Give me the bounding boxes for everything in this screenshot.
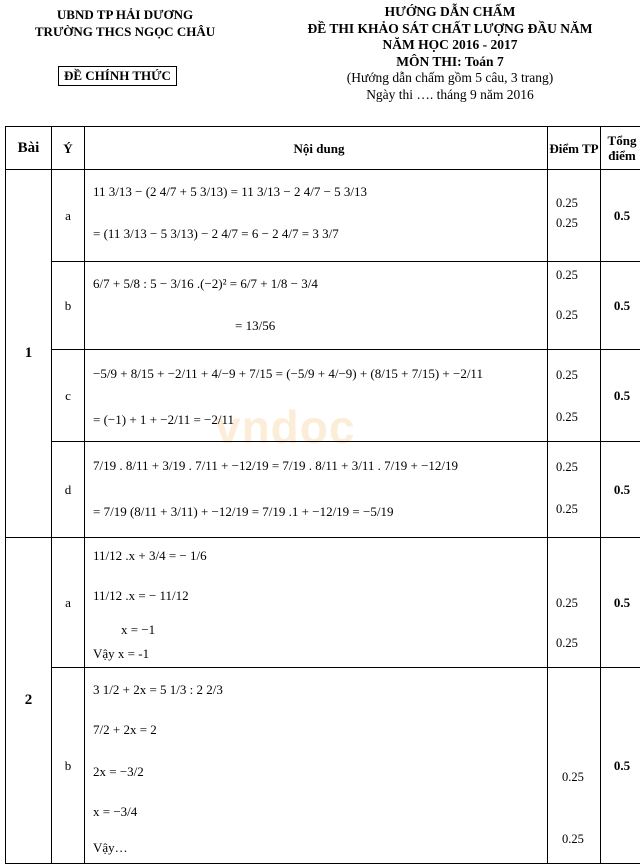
y-label: a <box>52 170 85 262</box>
content-line: = (11 3/13 − 5 3/13) − 2 4/7 = 6 − 2 4/7 = 3 3/7 <box>93 226 339 241</box>
exam-header <box>280 4 620 103</box>
score-value: 0.25 <box>562 832 584 846</box>
score-value: 0.25 <box>556 596 578 610</box>
content-line: 7/19 . 8/11 + 3/19 . 7/11 + −12/19 = 7/19 . 8/11 + 3/11 . 7/19 + −12/19 <box>93 458 459 473</box>
content-line: = 13/56 <box>235 318 276 333</box>
content-line: x = −3/4 <box>93 804 138 819</box>
col-bai: Bài <box>6 127 52 170</box>
total-score: 0.5 <box>601 538 640 668</box>
total-score: 0.5 <box>601 668 640 864</box>
content-line: = 7/19 (8/11 + 3/11) + −12/19 = 7/19 .1 + −12/19 = −5/19 <box>93 504 394 519</box>
y-label: d <box>52 442 85 538</box>
content-line: −5/9 + 8/15 + −2/11 + 4/−9 + 7/15 = (−5/9 + 4/−9) + (8/15 + 7/15) + −2/11 <box>93 366 483 381</box>
score-value: 0.25 <box>562 770 584 784</box>
table-row <box>6 170 640 262</box>
content-cell <box>85 538 548 668</box>
score-value: 0.25 <box>556 460 578 474</box>
score-value: 0.25 <box>556 636 578 650</box>
col-noidung: Nội dung <box>85 127 548 170</box>
content-cell <box>85 442 548 538</box>
score-value: 0.25 <box>556 502 578 516</box>
official-label: ĐỀ CHÍNH THỨC <box>58 66 177 86</box>
score-cell <box>548 668 601 864</box>
score-cell <box>548 170 601 262</box>
total-score: 0.5 <box>601 170 640 262</box>
content-line: = (−1) + 1 + −2/11 = −2/11 <box>93 412 234 427</box>
table-row <box>6 538 640 668</box>
y-label: b <box>52 668 85 864</box>
page-info: (Hướng dẫn chấm gồm 5 câu, 3 trang) <box>346 70 554 85</box>
score-value: 0.25 <box>556 410 578 424</box>
school-header <box>0 6 250 40</box>
school-name: TRƯỜNG THCS NGỌC CHÂU <box>34 24 216 39</box>
y-label: a <box>52 538 85 668</box>
score-cell <box>548 442 601 538</box>
total-score: 0.5 <box>601 350 640 442</box>
content-cell <box>85 170 548 262</box>
col-diemtp: Điểm TP <box>548 127 601 170</box>
content-cell <box>85 350 548 442</box>
content-cell <box>85 262 548 350</box>
y-label: c <box>52 350 85 442</box>
exam-date: Ngày thi …. tháng 9 năm 2016 <box>366 86 534 102</box>
total-score: 0.5 <box>601 442 640 538</box>
table-row <box>6 668 640 864</box>
grading-table <box>5 126 640 864</box>
district-name: UBND TP HẢI DƯƠNG <box>56 7 194 22</box>
content-line: 3 1/2 + 2x = 5 1/3 : 2 2/3 <box>93 682 223 697</box>
col-tongdiem: Tổng điểm <box>601 127 640 170</box>
content-line: Vậy x = -1 <box>93 646 150 661</box>
table-row <box>6 442 640 538</box>
score-value: 0.25 <box>556 268 578 282</box>
content-line: x = −1 <box>121 622 156 637</box>
watermark-logo: vndoc <box>215 401 356 453</box>
content-line: 2x = −3/2 <box>93 764 144 779</box>
table-header-row <box>6 127 640 170</box>
score-value: 0.25 <box>556 368 578 382</box>
school-year: NĂM HỌC 2016 - 2017 <box>382 37 518 52</box>
score-cell <box>548 538 601 668</box>
table-row <box>6 262 640 350</box>
doc-title: HƯỚNG DẪN CHẤM <box>384 4 516 19</box>
content-line: 11/12 .x = − 11/12 <box>93 588 189 603</box>
content-line: 7/2 + 2x = 2 <box>93 722 157 737</box>
content-line: Vậy… <box>93 840 128 855</box>
subject: MÔN THI: Toán 7 <box>396 53 504 69</box>
col-y: Ý <box>52 127 85 170</box>
score-value: 0.25 <box>556 196 578 210</box>
y-label: b <box>52 262 85 350</box>
score-value: 0.25 <box>556 216 578 230</box>
content-line: 11/12 .x + 3/4 = − 1/6 <box>93 548 207 563</box>
exam-title: ĐỀ THI KHẢO SÁT CHẤT LƯỢNG ĐẦU NĂM <box>307 20 593 36</box>
content-cell <box>85 668 548 864</box>
score-cell <box>548 350 601 442</box>
content-line: 11 3/13 − (2 4/7 + 5 3/13) = 11 3/13 − 2 4/7 − 5 3/13 <box>93 184 368 199</box>
content-line: 6/7 + 5/8 : 5 − 3/16 .(−2)² = 6/7 + 1/8 − 3/4 <box>93 276 318 291</box>
score-cell <box>548 262 601 350</box>
score-value: 0.25 <box>556 308 578 322</box>
bai-number: 1 <box>6 170 52 538</box>
total-score: 0.5 <box>601 262 640 350</box>
bai-number: 2 <box>6 538 52 864</box>
table-row <box>6 350 640 442</box>
